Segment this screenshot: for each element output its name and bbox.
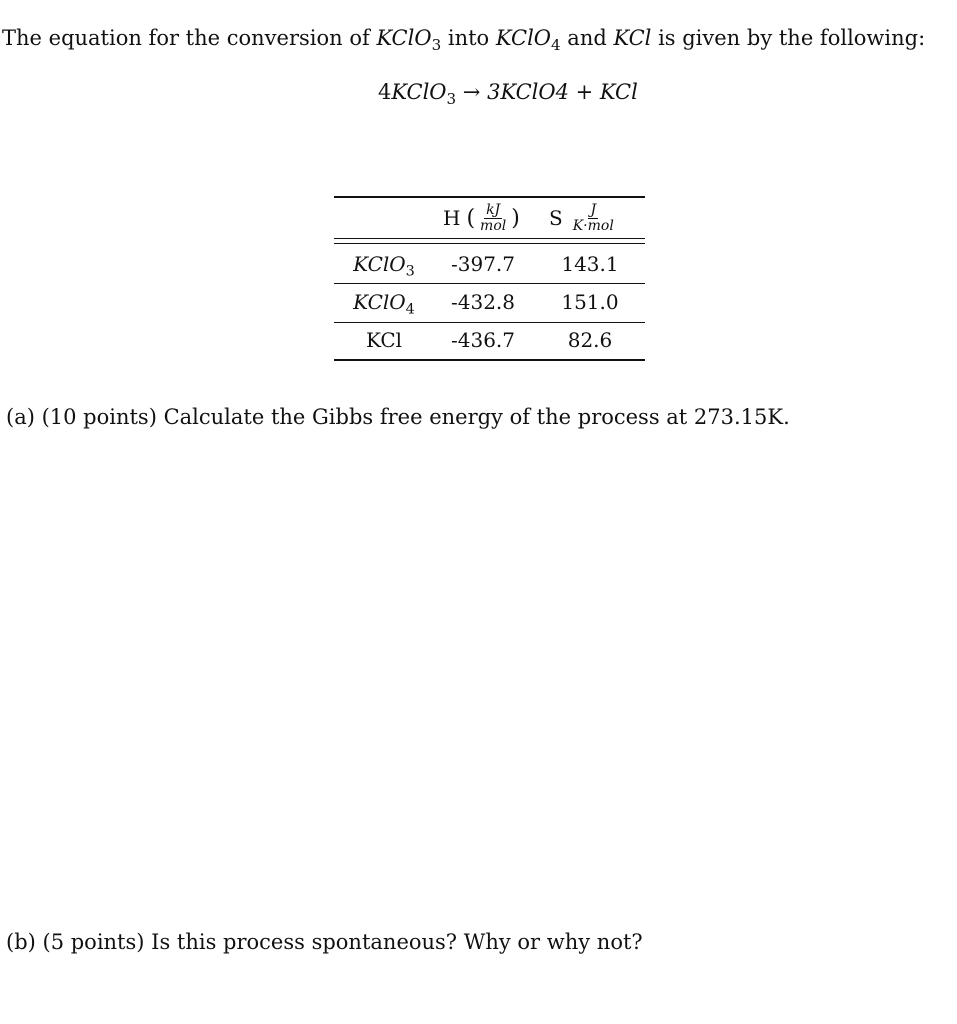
table-row-name bbox=[334, 328, 434, 352]
enthalpy-symbol: H bbox=[443, 206, 461, 231]
table-header-rule-1 bbox=[334, 238, 645, 239]
entropy-unit-fraction bbox=[571, 203, 616, 233]
reactant-subscript: 3 bbox=[446, 89, 457, 108]
species-kclo3-subscript: 3 bbox=[431, 35, 442, 54]
header-enthalpy bbox=[443, 203, 521, 233]
species-kclo4: KClO bbox=[495, 26, 551, 50]
table-row-rule-2 bbox=[334, 322, 645, 323]
intro-prefix: The equation for the conversion of bbox=[2, 26, 377, 50]
reaction-equation bbox=[378, 80, 638, 108]
enthalpy-unit-denominator: mol bbox=[480, 217, 507, 234]
entropy-unit-numerator: J bbox=[590, 202, 597, 218]
row-1-enthalpy: -397.7 bbox=[450, 252, 515, 276]
row-3-entropy: 82.6 bbox=[567, 328, 613, 352]
table-top-rule bbox=[334, 196, 645, 198]
intro-mid1: into bbox=[441, 26, 496, 50]
intro-text bbox=[2, 26, 926, 54]
enthalpy-close-paren: ) bbox=[511, 205, 520, 231]
enthalpy-unit-fraction bbox=[478, 203, 508, 233]
reaction-arrow: → bbox=[456, 80, 488, 104]
product-2: KCl bbox=[599, 80, 638, 104]
species-kclo3: KClO bbox=[376, 26, 432, 50]
question-a: (a) (10 points) Calculate the Gibbs free energy of the process at 273.15K. bbox=[6, 405, 790, 429]
row-2-enthalpy: -432.8 bbox=[450, 290, 515, 314]
row-1-entropy: 143.1 bbox=[561, 252, 619, 276]
reactant-coefficient: 4 bbox=[378, 80, 392, 104]
table-row-rule-1 bbox=[334, 283, 645, 284]
row-3-name: KCl bbox=[365, 328, 403, 352]
table-row-name bbox=[334, 252, 434, 280]
question-b: (b) (5 points) Is this process spontaneous? Why or why not? bbox=[6, 930, 643, 954]
row-2-entropy: 151.0 bbox=[561, 290, 619, 314]
table-bottom-rule bbox=[334, 359, 645, 361]
row-1-name: KClO bbox=[353, 252, 406, 276]
species-kclo4-subscript: 4 bbox=[551, 35, 561, 54]
entropy-symbol: S bbox=[549, 206, 563, 231]
enthalpy-open-paren: ( bbox=[466, 205, 476, 231]
entropy-unit-denominator: K·mol bbox=[572, 217, 614, 234]
intro-mid2: and bbox=[560, 26, 614, 50]
intro-suffix: is given by the following: bbox=[651, 26, 926, 50]
table-header-rule-2 bbox=[334, 243, 645, 244]
header-entropy bbox=[549, 203, 618, 233]
row-3-enthalpy: -436.7 bbox=[450, 328, 515, 352]
reactant: KClO bbox=[391, 80, 447, 104]
row-1-name-subscript: 3 bbox=[405, 263, 415, 280]
row-2-name-subscript: 4 bbox=[405, 301, 415, 318]
table-row-name bbox=[334, 290, 434, 318]
enthalpy-unit-numerator: kJ bbox=[486, 202, 501, 218]
plus-sign: + bbox=[568, 80, 600, 104]
product-1: 3KClO4 bbox=[487, 80, 569, 104]
row-2-name: KClO bbox=[353, 290, 406, 314]
species-kcl: KCl bbox=[613, 26, 652, 50]
